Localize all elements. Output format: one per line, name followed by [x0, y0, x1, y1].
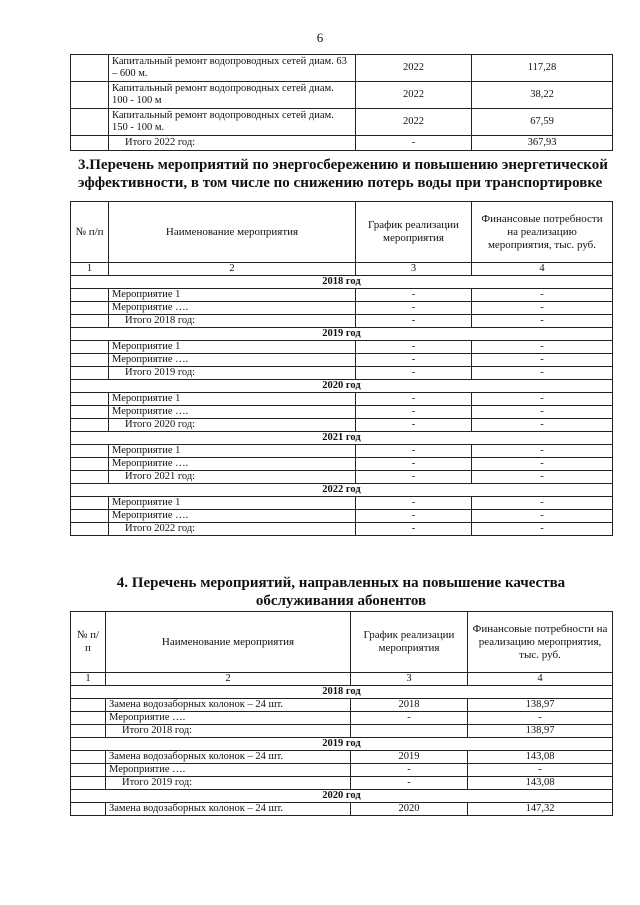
table-row — [71, 458, 613, 471]
header-row — [71, 202, 613, 263]
empty-cell — [71, 315, 109, 328]
schedule-value: - — [356, 471, 472, 484]
total-row — [71, 367, 613, 380]
measure-name: Мероприятие …. — [109, 458, 356, 471]
measure-name: Мероприятие …. — [109, 354, 356, 367]
column-number: 2 — [109, 263, 356, 276]
measure-name: Мероприятие …. — [109, 302, 356, 315]
finance-value: - — [468, 764, 613, 777]
empty-cell — [71, 777, 106, 790]
header-num: № п/п — [71, 202, 109, 263]
schedule-value: - — [356, 354, 472, 367]
finance-value: - — [472, 341, 613, 354]
empty-cell — [71, 699, 106, 712]
schedule-value: - — [356, 510, 472, 523]
energy-efficiency-rows — [71, 202, 613, 536]
table-row — [71, 712, 613, 725]
total-label: Итого 2021 год: — [109, 471, 356, 484]
empty-cell — [71, 419, 109, 432]
finance-value: - — [472, 445, 613, 458]
table-row — [71, 109, 613, 136]
empty-cell — [71, 406, 109, 419]
year-row — [71, 484, 613, 497]
column-number: 2 — [106, 673, 351, 686]
column-number: 3 — [356, 263, 472, 276]
finance-value: 143,08 — [468, 751, 613, 764]
schedule-value — [351, 725, 468, 738]
empty-cell — [71, 725, 106, 738]
capital-repair-rows — [71, 55, 613, 151]
measure-name: Мероприятие 1 — [109, 393, 356, 406]
measure-year: 2022 — [356, 109, 472, 136]
measure-name: Замена водозаборных колонок – 24 шт. — [106, 803, 351, 816]
measure-name: Мероприятие …. — [109, 510, 356, 523]
schedule-value: - — [356, 458, 472, 471]
finance-value: - — [472, 393, 613, 406]
schedule-value: - — [356, 341, 472, 354]
empty-cell — [71, 341, 109, 354]
total-value: 367,93 — [472, 136, 613, 151]
total-row — [71, 419, 613, 432]
table-row — [71, 751, 613, 764]
total-label: Итого 2019 год: — [109, 367, 356, 380]
measure-year: 2022 — [356, 82, 472, 109]
finance-value: 143,08 — [468, 777, 613, 790]
column-number: 4 — [468, 673, 613, 686]
year-row — [71, 686, 613, 699]
column-number: 3 — [351, 673, 468, 686]
total-label: Итого 2018 год: — [106, 725, 351, 738]
section3-title: 3.Перечень мероприятий по энергосбережению и повышению энергетической эффективности, в том числе по снижению потерь воды при транспортировке — [78, 157, 608, 191]
empty-cell — [71, 55, 109, 82]
schedule-value: - — [356, 497, 472, 510]
total-label: Итого 2022 год: — [109, 523, 356, 536]
capital-repair-table — [70, 54, 613, 151]
measure-name: Мероприятие …. — [106, 712, 351, 725]
total-row — [71, 136, 613, 151]
empty-cell — [71, 764, 106, 777]
empty-cell — [71, 354, 109, 367]
schedule-value: - — [356, 289, 472, 302]
empty-cell — [71, 82, 109, 109]
table-row — [71, 497, 613, 510]
finance-value: - — [468, 712, 613, 725]
total-row — [71, 523, 613, 536]
schedule-value: 2019 — [351, 751, 468, 764]
year-row — [71, 790, 613, 803]
header-row — [71, 612, 613, 673]
table-row — [71, 302, 613, 315]
table-row — [71, 354, 613, 367]
measure-name: Капитальный ремонт водопроводных сетей диам. 63 – 600 м. — [109, 55, 356, 82]
column-numbers-row — [71, 673, 613, 686]
year-row — [71, 328, 613, 341]
finance-value: - — [472, 315, 613, 328]
energy-efficiency-table — [70, 201, 613, 536]
schedule-value: - — [356, 315, 472, 328]
schedule-value: 2018 — [351, 699, 468, 712]
table-row — [71, 289, 613, 302]
schedule-value: 2020 — [351, 803, 468, 816]
column-number: 1 — [71, 263, 109, 276]
year-row — [71, 380, 613, 393]
schedule-value: - — [356, 523, 472, 536]
table-row — [71, 82, 613, 109]
table-row — [71, 510, 613, 523]
finance-value: - — [472, 523, 613, 536]
empty-cell — [71, 393, 109, 406]
table-row — [71, 764, 613, 777]
table-row — [71, 699, 613, 712]
year-row — [71, 276, 613, 289]
finance-value: 147,32 — [468, 803, 613, 816]
year-row — [71, 432, 613, 445]
measure-name: Капитальный ремонт водопроводных сетей диам. 150 - 100 м. — [109, 109, 356, 136]
measure-name: Замена водозаборных колонок – 24 шт. — [106, 751, 351, 764]
finance-value: - — [472, 510, 613, 523]
table-row — [71, 803, 613, 816]
column-numbers-row — [71, 263, 613, 276]
table-row — [71, 406, 613, 419]
finance-value: - — [472, 458, 613, 471]
table-row — [71, 55, 613, 82]
finance-value: - — [472, 497, 613, 510]
section4-title: 4. Перечень мероприятий, направленных на повышение качества обслуживания абонентов — [116, 575, 566, 609]
schedule-value: - — [356, 367, 472, 380]
total-label: Итого 2022 год: — [109, 136, 356, 151]
measure-value: 38,22 — [472, 82, 613, 109]
header-finance: Финансовые потребности на реализацию мероприятия, тыс. руб. — [468, 612, 613, 673]
table-row — [71, 341, 613, 354]
finance-value: - — [472, 419, 613, 432]
finance-value: - — [472, 471, 613, 484]
schedule-value: - — [351, 712, 468, 725]
measure-name: Мероприятие 1 — [109, 497, 356, 510]
finance-value: - — [472, 406, 613, 419]
year-heading: 2019 год — [71, 738, 613, 751]
total-row — [71, 725, 613, 738]
total-year: - — [356, 136, 472, 151]
schedule-value: - — [356, 393, 472, 406]
empty-cell — [71, 471, 109, 484]
measure-name: Мероприятие 1 — [109, 289, 356, 302]
empty-cell — [71, 136, 109, 151]
schedule-value: - — [351, 777, 468, 790]
empty-cell — [71, 523, 109, 536]
total-label: Итого 2019 год: — [106, 777, 351, 790]
empty-cell — [71, 302, 109, 315]
empty-cell — [71, 289, 109, 302]
header-name: Наименование мероприятия — [109, 202, 356, 263]
header-num: № п/п — [71, 612, 106, 673]
table-row — [71, 393, 613, 406]
schedule-value: - — [356, 445, 472, 458]
empty-cell — [71, 367, 109, 380]
schedule-value: - — [356, 302, 472, 315]
empty-cell — [71, 712, 106, 725]
finance-value: - — [472, 354, 613, 367]
year-heading: 2018 год — [71, 686, 613, 699]
measure-name: Мероприятие 1 — [109, 341, 356, 354]
empty-cell — [71, 109, 109, 136]
total-label: Итого 2020 год: — [109, 419, 356, 432]
measure-name: Замена водозаборных колонок – 24 шт. — [106, 699, 351, 712]
column-number: 1 — [71, 673, 106, 686]
measure-name: Мероприятие …. — [109, 406, 356, 419]
schedule-value: - — [356, 419, 472, 432]
total-row — [71, 315, 613, 328]
year-heading: 2019 год — [71, 328, 613, 341]
measure-value: 117,28 — [472, 55, 613, 82]
header-schedule: График реализации мероприятия — [351, 612, 468, 673]
measure-name: Мероприятие 1 — [109, 445, 356, 458]
page-number: 6 — [316, 30, 324, 45]
empty-cell — [71, 458, 109, 471]
year-heading: 2022 год — [71, 484, 613, 497]
header-schedule: График реализации мероприятия — [356, 202, 472, 263]
schedule-value: - — [356, 406, 472, 419]
finance-value: 138,97 — [468, 699, 613, 712]
total-row — [71, 777, 613, 790]
year-heading: 2020 год — [71, 790, 613, 803]
year-heading: 2018 год — [71, 276, 613, 289]
year-heading: 2020 год — [71, 380, 613, 393]
header-name: Наименование мероприятия — [106, 612, 351, 673]
empty-cell — [71, 803, 106, 816]
finance-value: - — [472, 367, 613, 380]
measure-year: 2022 — [356, 55, 472, 82]
empty-cell — [71, 751, 106, 764]
total-row — [71, 471, 613, 484]
header-finance: Финансовые потребности на реализацию мероприятия, тыс. руб. — [472, 202, 613, 263]
empty-cell — [71, 497, 109, 510]
service-quality-table — [70, 611, 613, 816]
finance-value: - — [472, 289, 613, 302]
year-row — [71, 738, 613, 751]
year-heading: 2021 год — [71, 432, 613, 445]
column-number: 4 — [472, 263, 613, 276]
finance-value: - — [472, 302, 613, 315]
service-quality-rows — [71, 612, 613, 816]
measure-name: Капитальный ремонт водопроводных сетей диам. 100 - 100 м — [109, 82, 356, 109]
finance-value: 138,97 — [468, 725, 613, 738]
empty-cell — [71, 510, 109, 523]
total-label: Итого 2018 год: — [109, 315, 356, 328]
measure-name: Мероприятие …. — [106, 764, 351, 777]
empty-cell — [71, 445, 109, 458]
table-row — [71, 445, 613, 458]
schedule-value: - — [351, 764, 468, 777]
measure-value: 67,59 — [472, 109, 613, 136]
